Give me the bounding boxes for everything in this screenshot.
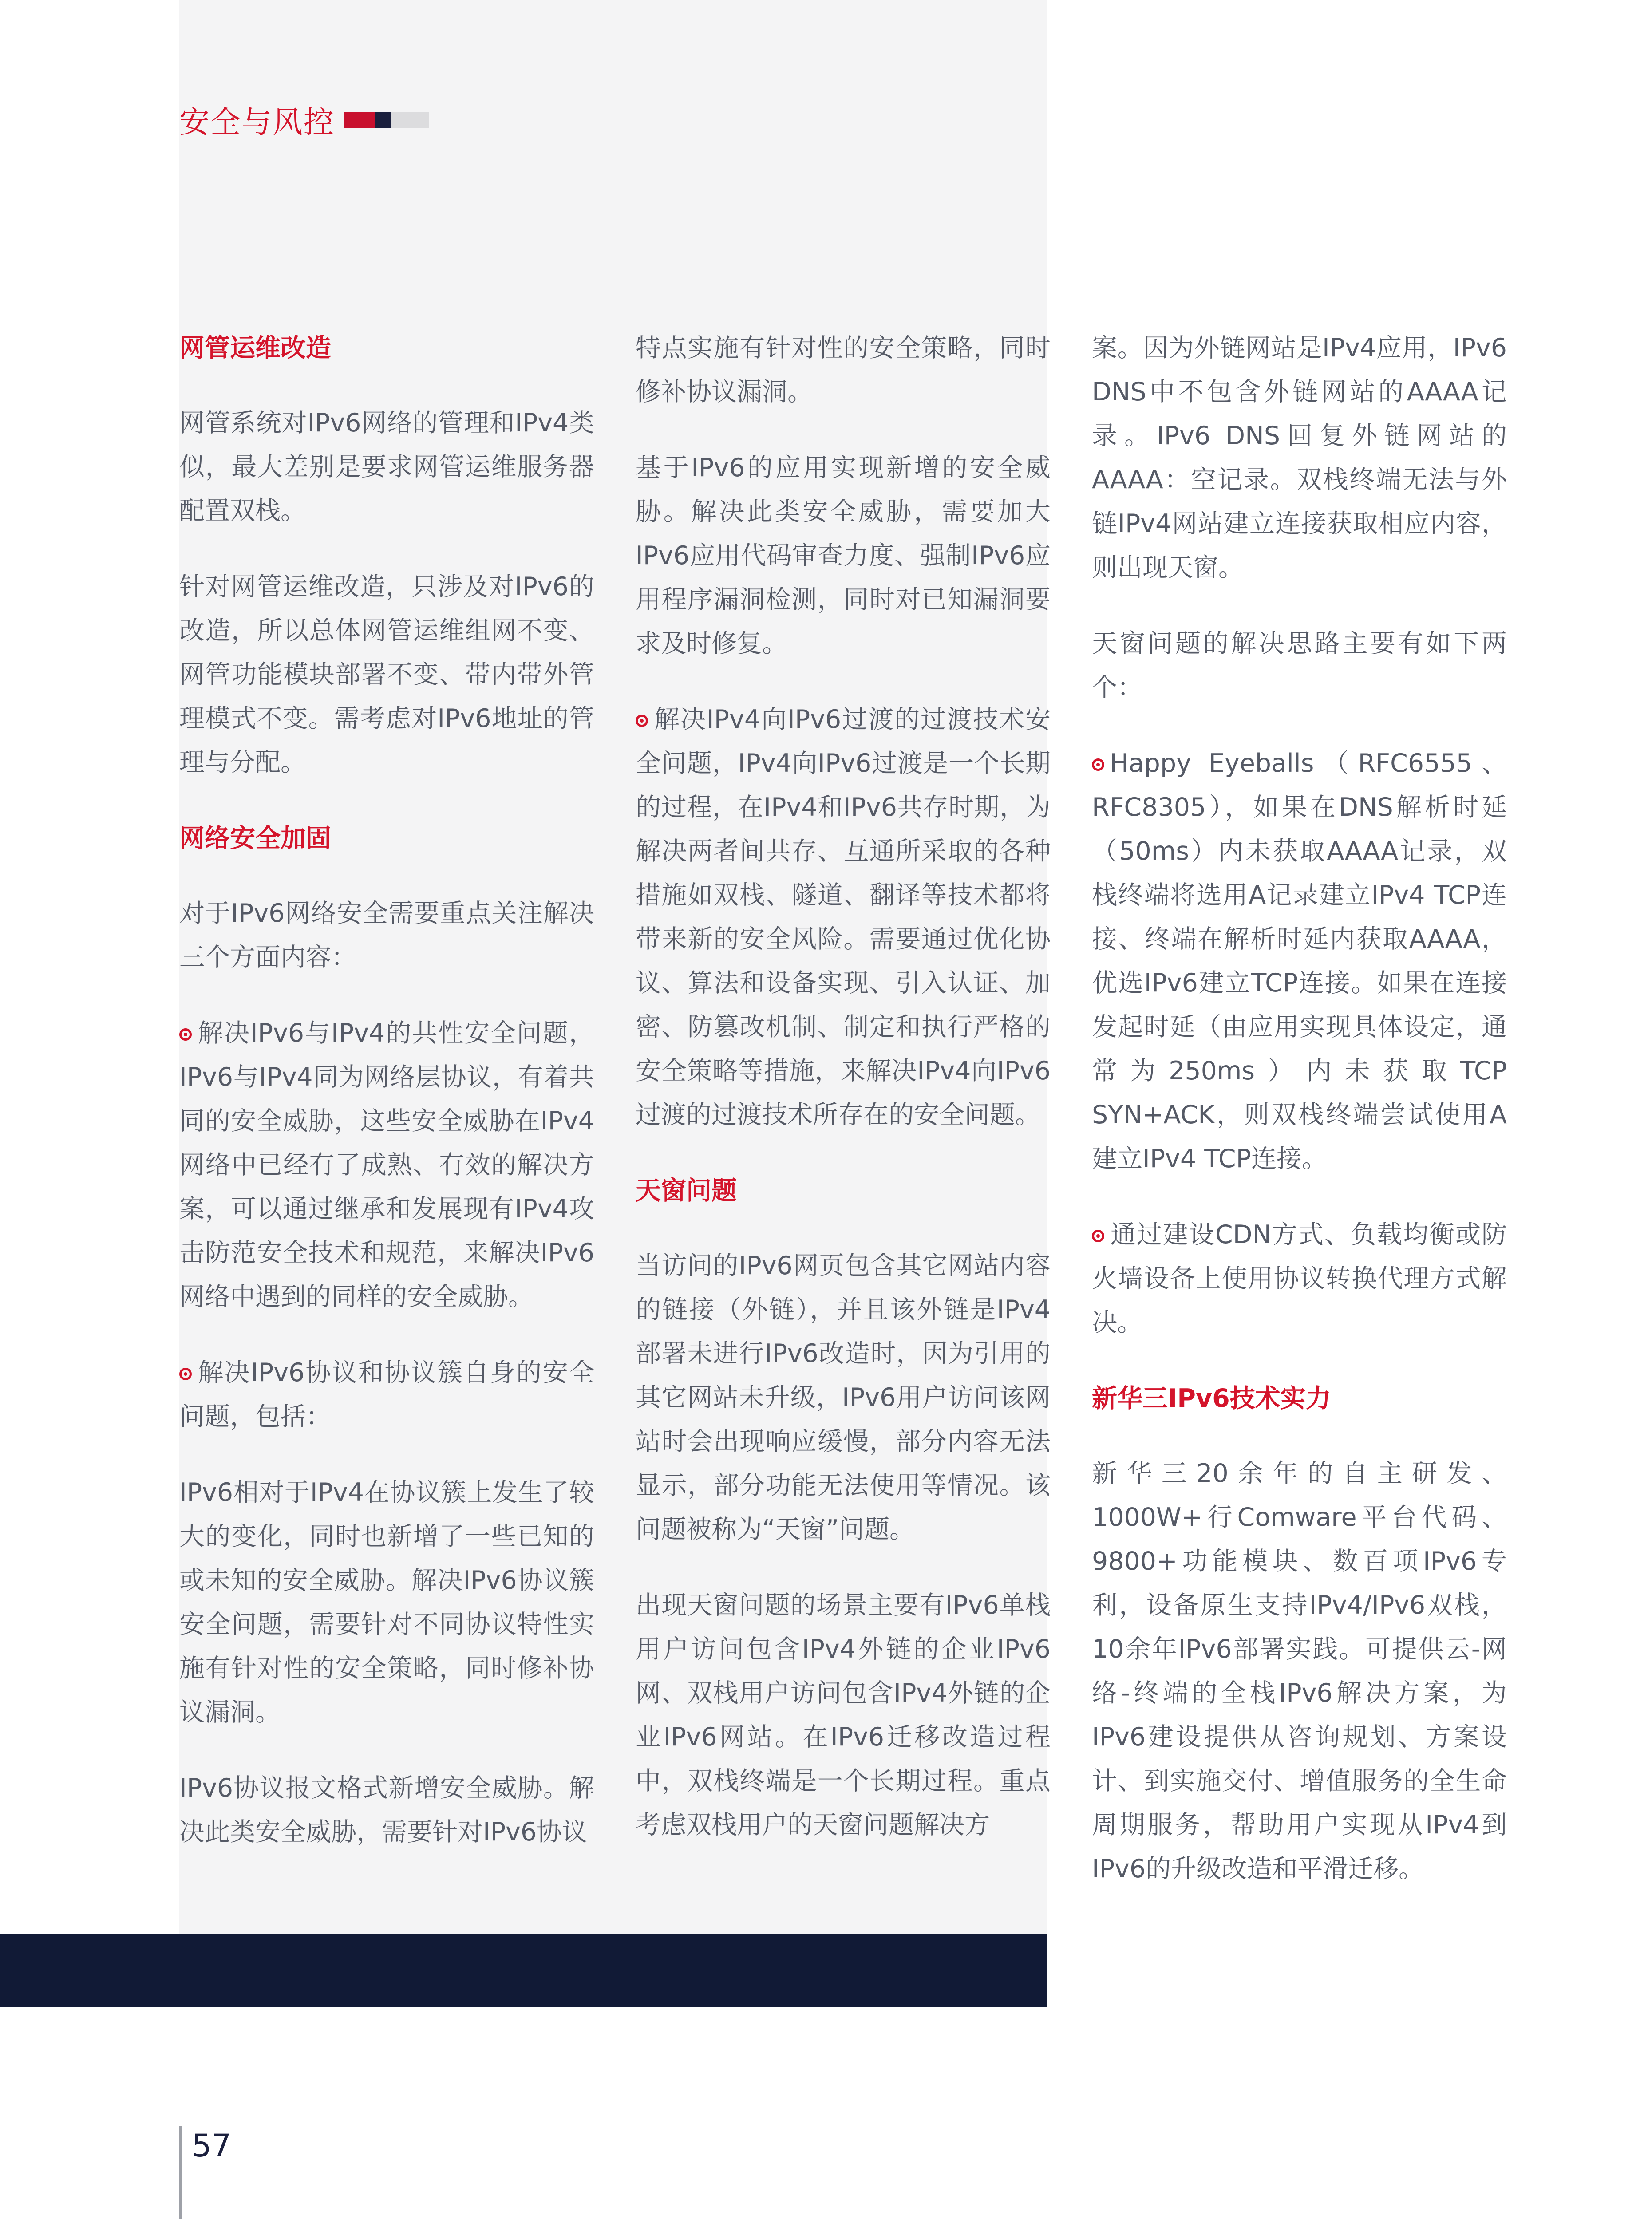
- bullet-icon: [179, 1028, 192, 1041]
- paragraph: 天窗问题的解决思路主要有如下两个：: [1092, 629, 1507, 702]
- paragraph: 网管系统对IPv6网络的管理和IPv4类似，最大差别是要求网管运维服务器配置双栈。: [179, 408, 594, 525]
- paragraph: IPv6相对于IPv4在协议簇上发生了较大的变化，同时也新增了一些已知的或未知的安全威胁。解决IPv6协议簇安全问题，需要针对不同协议特性实施有针对性的安全策略，同时修补协议漏洞。: [179, 1478, 594, 1727]
- heading-h3c-capability: 新华三IPv6技术实力: [1092, 1384, 1331, 1413]
- bullet-item: Happy Eyeballs（RFC6555、RFC8305），如果在DNS解析时延（50ms）内未获取AAAA记录，双栈终端将选用A记录建立IPv4 TCP连接、终端在解析时延内获取AAAA，优选IPv6建立TCP连接。如果在连接发起时延（由应用实现具体设定，通常为250ms）内未获取TCP SYN+ACK，则双栈终端尝试使用A建立IPv4 TCP连接。: [1092, 749, 1507, 1173]
- title-decoration: [344, 112, 429, 128]
- bullet-icon: [636, 715, 648, 727]
- section-header: [179, 99, 429, 142]
- heading-network-management: 网管运维改造: [179, 333, 331, 363]
- paragraph: IPv6协议报文格式新增安全威胁。解决此类安全威胁，需要针对IPv6协议: [179, 1773, 594, 1847]
- bullet-icon: [1092, 758, 1104, 771]
- decoration-gray-block: [391, 112, 429, 128]
- bullet-item: 解决IPv6与IPv4的共性安全问题，IPv6与IPv4同为网络层协议，有着共同的安全威胁，这些安全威胁在IPv4网络中已经有了成熟、有效的解决方案，可以通过继承和发展现有IPv4攻击防范安全技术和规范，来解决IPv6网络中遇到的同样的安全威胁。: [179, 1019, 594, 1311]
- footer-band: [0, 1934, 1047, 2007]
- bullet-item: 解决IPv4向IPv6过渡的过渡技术安全问题，IPv4向IPv6过渡是一个长期的过程，在IPv4和IPv6共存时期，为解决两者间共存、互通所采取的各种措施如双栈、隧道、翻译等技术都将带来新的安全风险。需要通过优化协议、算法和设备实现、引入认证、加密、防篡改机制、制定和执行严格的安全策略等措施，来解决IPv4向IPv6过渡的过渡技术所存在的安全问题。: [636, 705, 1051, 1129]
- paragraph: 新华三20余年的自主研发、1000W+行Comware平台代码、9800+功能模块、数百项IPv6专利，设备原生支持IPv4/IPv6双栈，10余年IPv6部署实践。可提供云-网络-终端的全栈IPv6解决方案，为IPv6建设提供从咨询规划、方案设计、到实施交付、增值服务的全生命周期服务，帮助用户实现从IPv4到IPv6的升级改造和平滑迁移。: [1092, 1459, 1507, 1883]
- decoration-red-block: [344, 112, 375, 128]
- paragraph: 对于IPv6网络安全需要重点关注解决三个方面内容：: [179, 899, 594, 972]
- paragraph: 出现天窗问题的场景主要有IPv6单栈用户访问包含IPv4外链的企业IPv6网、双栈用户访问包含IPv4外链的企业IPv6网站。在IPv6迁移改造过程中，双栈终端是一个长期过程。重点考虑双栈用户的天窗问题解决方: [636, 1591, 1051, 1840]
- heading-security-hardening: 网络安全加固: [179, 824, 331, 853]
- bullet-icon: [1092, 1230, 1104, 1242]
- bullet-item: 通过建设CDN方式、负载均衡或防火墙设备上使用协议转换代理方式解决。: [1092, 1220, 1507, 1337]
- bullet-item: 解决IPv6协议和协议簇自身的安全问题，包括：: [179, 1358, 594, 1431]
- page-number-rule: [179, 2126, 182, 2219]
- paragraph: 当访问的IPv6网页包含其它网站内容的链接（外链），并且该外链是IPv4部署未进行IPv6改造时，因为引用的其它网站未升级，IPv6用户访问该网站时会出现响应缓慢，部分内容无法显示，部分功能无法使用等情况。该问题被称为“天窗”问题。: [636, 1251, 1051, 1544]
- page-number: 57: [192, 2128, 232, 2164]
- paragraph: 特点实施有针对性的安全策略，同时修补协议漏洞。: [636, 333, 1051, 407]
- column-middle: [636, 326, 1051, 1879]
- bullet-icon: [179, 1368, 192, 1380]
- paragraph: 针对网管运维改造，只涉及对IPv6的改造，所以总体网管运维组网不变、网管功能模块部署不变、带内带外管理模式不变。需考虑对IPv6地址的管理与分配。: [179, 572, 594, 777]
- heading-skylight-issue: 天窗问题: [636, 1176, 737, 1205]
- column-right: [1092, 326, 1507, 1923]
- column-left: [179, 326, 594, 1886]
- section-title: 安全与风控: [179, 105, 335, 140]
- paragraph: 案。因为外链网站是IPv4应用，IPv6 DNS中不包含外链网站的AAAA记录。IPv6 DNS回复外链网站的AAAA：空记录。双栈终端无法与外链IPv4网站建立连接获取相应内容，则出现天窗。: [1092, 333, 1507, 582]
- paragraph: 基于IPv6的应用实现新增的安全威胁。解决此类安全威胁，需要加大IPv6应用代码审查力度、强制IPv6应用程序漏洞检测，同时对已知漏洞要求及时修复。: [636, 453, 1051, 658]
- decoration-navy-block: [375, 112, 391, 128]
